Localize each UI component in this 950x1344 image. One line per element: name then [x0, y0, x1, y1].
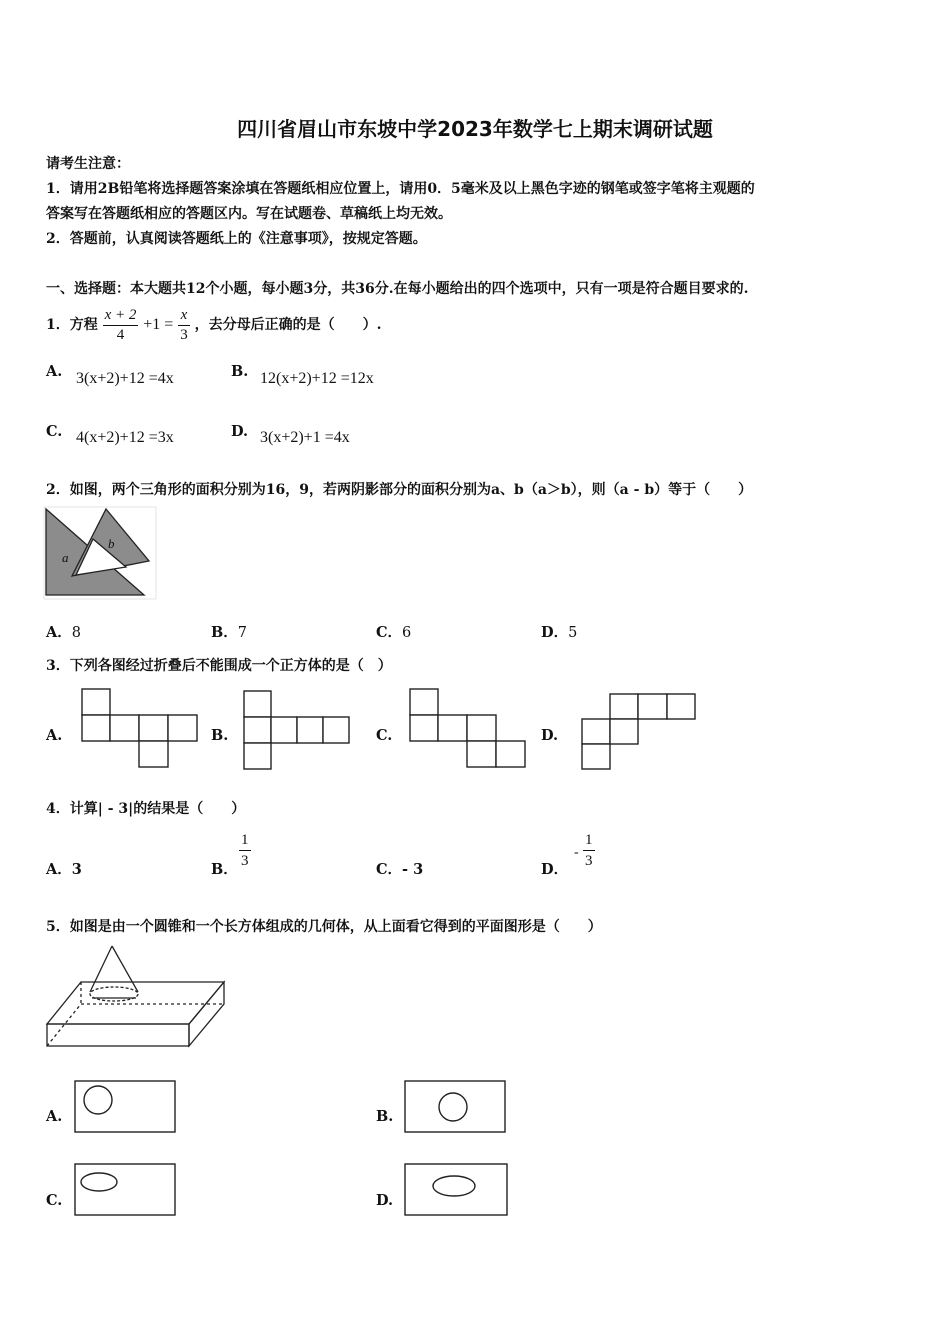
- q1-option-d: 3(x+2)+1 =4x: [260, 429, 350, 446]
- q1-option-a-label: A.: [46, 363, 63, 380]
- q5-label-a: A.: [46, 1108, 63, 1125]
- q5-label-c: C.: [46, 1192, 63, 1209]
- q4-option-c: C．- 3: [376, 861, 424, 878]
- q5-cone-box-figure: [44, 942, 228, 1052]
- q5-option-b-figure: [404, 1080, 506, 1134]
- q3-net-d: [581, 693, 699, 773]
- q1-option-a: 3(x+2)+12 =4x: [76, 370, 174, 387]
- q1-fraction-right: $\frac{x}{3}$: [180, 306, 188, 343]
- q5-cone-base: [90, 987, 138, 1001]
- q4-option-d-sign: -: [574, 845, 579, 860]
- q2-option-a: A．8: [46, 624, 81, 641]
- q1-middle: +1 =: [143, 316, 174, 333]
- q2-option-d: D．5: [541, 624, 578, 641]
- q3-net-b: [243, 690, 351, 770]
- q1-option-c-label: C.: [46, 423, 63, 440]
- q1-prefix: 1．方程: [46, 317, 98, 333]
- q2-label-b: b: [108, 536, 115, 551]
- notice-line-1: 1．请用2B铅笔将选择题答案涂填在答题纸相应位置上，请用0．5毫米及以上黑色字迹的钢笔或签字笔将主观题的: [46, 181, 755, 197]
- q1-option-c: 4(x+2)+12 =3x: [76, 429, 174, 446]
- q3-net-a: [81, 688, 199, 768]
- question-4: 4．计算| - 3|的结果是（ ）: [46, 801, 246, 817]
- q3-label-b: B.: [211, 727, 229, 744]
- q1-option-d-label: D.: [231, 423, 249, 440]
- notice-line-3: 2．答题前，认真阅读答题纸上的《注意事项》，按规定答题。: [46, 231, 427, 247]
- q2-option-c: C．6: [376, 624, 412, 641]
- question-5: 5．如图是由一个圆锥和一个长方体组成的几何体，从上面看它得到的平面图形是（ ）: [46, 919, 602, 935]
- q5-box-side: [189, 982, 224, 1046]
- q3-label-c: C.: [376, 727, 393, 744]
- section-heading: 一、选择题：本大题共12个小题，每小题3分，共36分.在每小题给出的四个选项中，只有一项是符合题目要求的.: [46, 281, 749, 297]
- notice-heading: 请考生注意：: [46, 156, 130, 172]
- q5-option-d-figure: [404, 1163, 508, 1217]
- notice-line-2: 答案写在答题纸相应的答题区内。写在试题卷、草稿纸上均无效。: [46, 206, 452, 222]
- q3-label-d: D.: [541, 727, 559, 744]
- q1-fraction-left: $\frac{x + 2}{4}$: [104, 306, 137, 343]
- q5-option-c-figure: [74, 1163, 176, 1217]
- page-title: 四川省眉山市东坡中学2023年数学七上期末调研试题: [237, 117, 713, 141]
- q5-option-a-figure: [74, 1080, 176, 1134]
- q5-label-b: B.: [376, 1108, 394, 1125]
- q2-option-b: B．7: [211, 624, 247, 641]
- q4-option-d-label: D．: [541, 861, 569, 878]
- q4-option-b-fraction: $\frac{1}{3}$: [241, 832, 249, 869]
- q1-suffix: ，去分母后正确的是（ ）.: [194, 317, 382, 333]
- question-2: 2．如图，两个三角形的面积分别为16，9，若两阴影部分的面积分别为a、b（a＞b），则（a - b）等于（ ）: [46, 482, 753, 498]
- q4-option-a: A．3: [46, 861, 82, 878]
- q1-option-b: 12(x+2)+12 =12x: [260, 370, 374, 387]
- question-1: [46, 302, 381, 348]
- q1-option-b-label: B.: [231, 363, 249, 380]
- q2-label-a: a: [62, 550, 69, 565]
- q4-option-d-fraction: $\frac{1}{3}$: [585, 832, 593, 869]
- q4-option-b-label: B．: [211, 861, 238, 878]
- q5-label-d: D.: [376, 1192, 394, 1209]
- q3-label-a: A.: [46, 727, 63, 744]
- question-3: 3．下列各图经过折叠后不能围成一个正方体的是（ ）: [46, 658, 392, 674]
- q2-triangles-figure: [44, 507, 156, 599]
- q3-net-c: [409, 688, 527, 768]
- q5-box-front: [47, 1024, 189, 1046]
